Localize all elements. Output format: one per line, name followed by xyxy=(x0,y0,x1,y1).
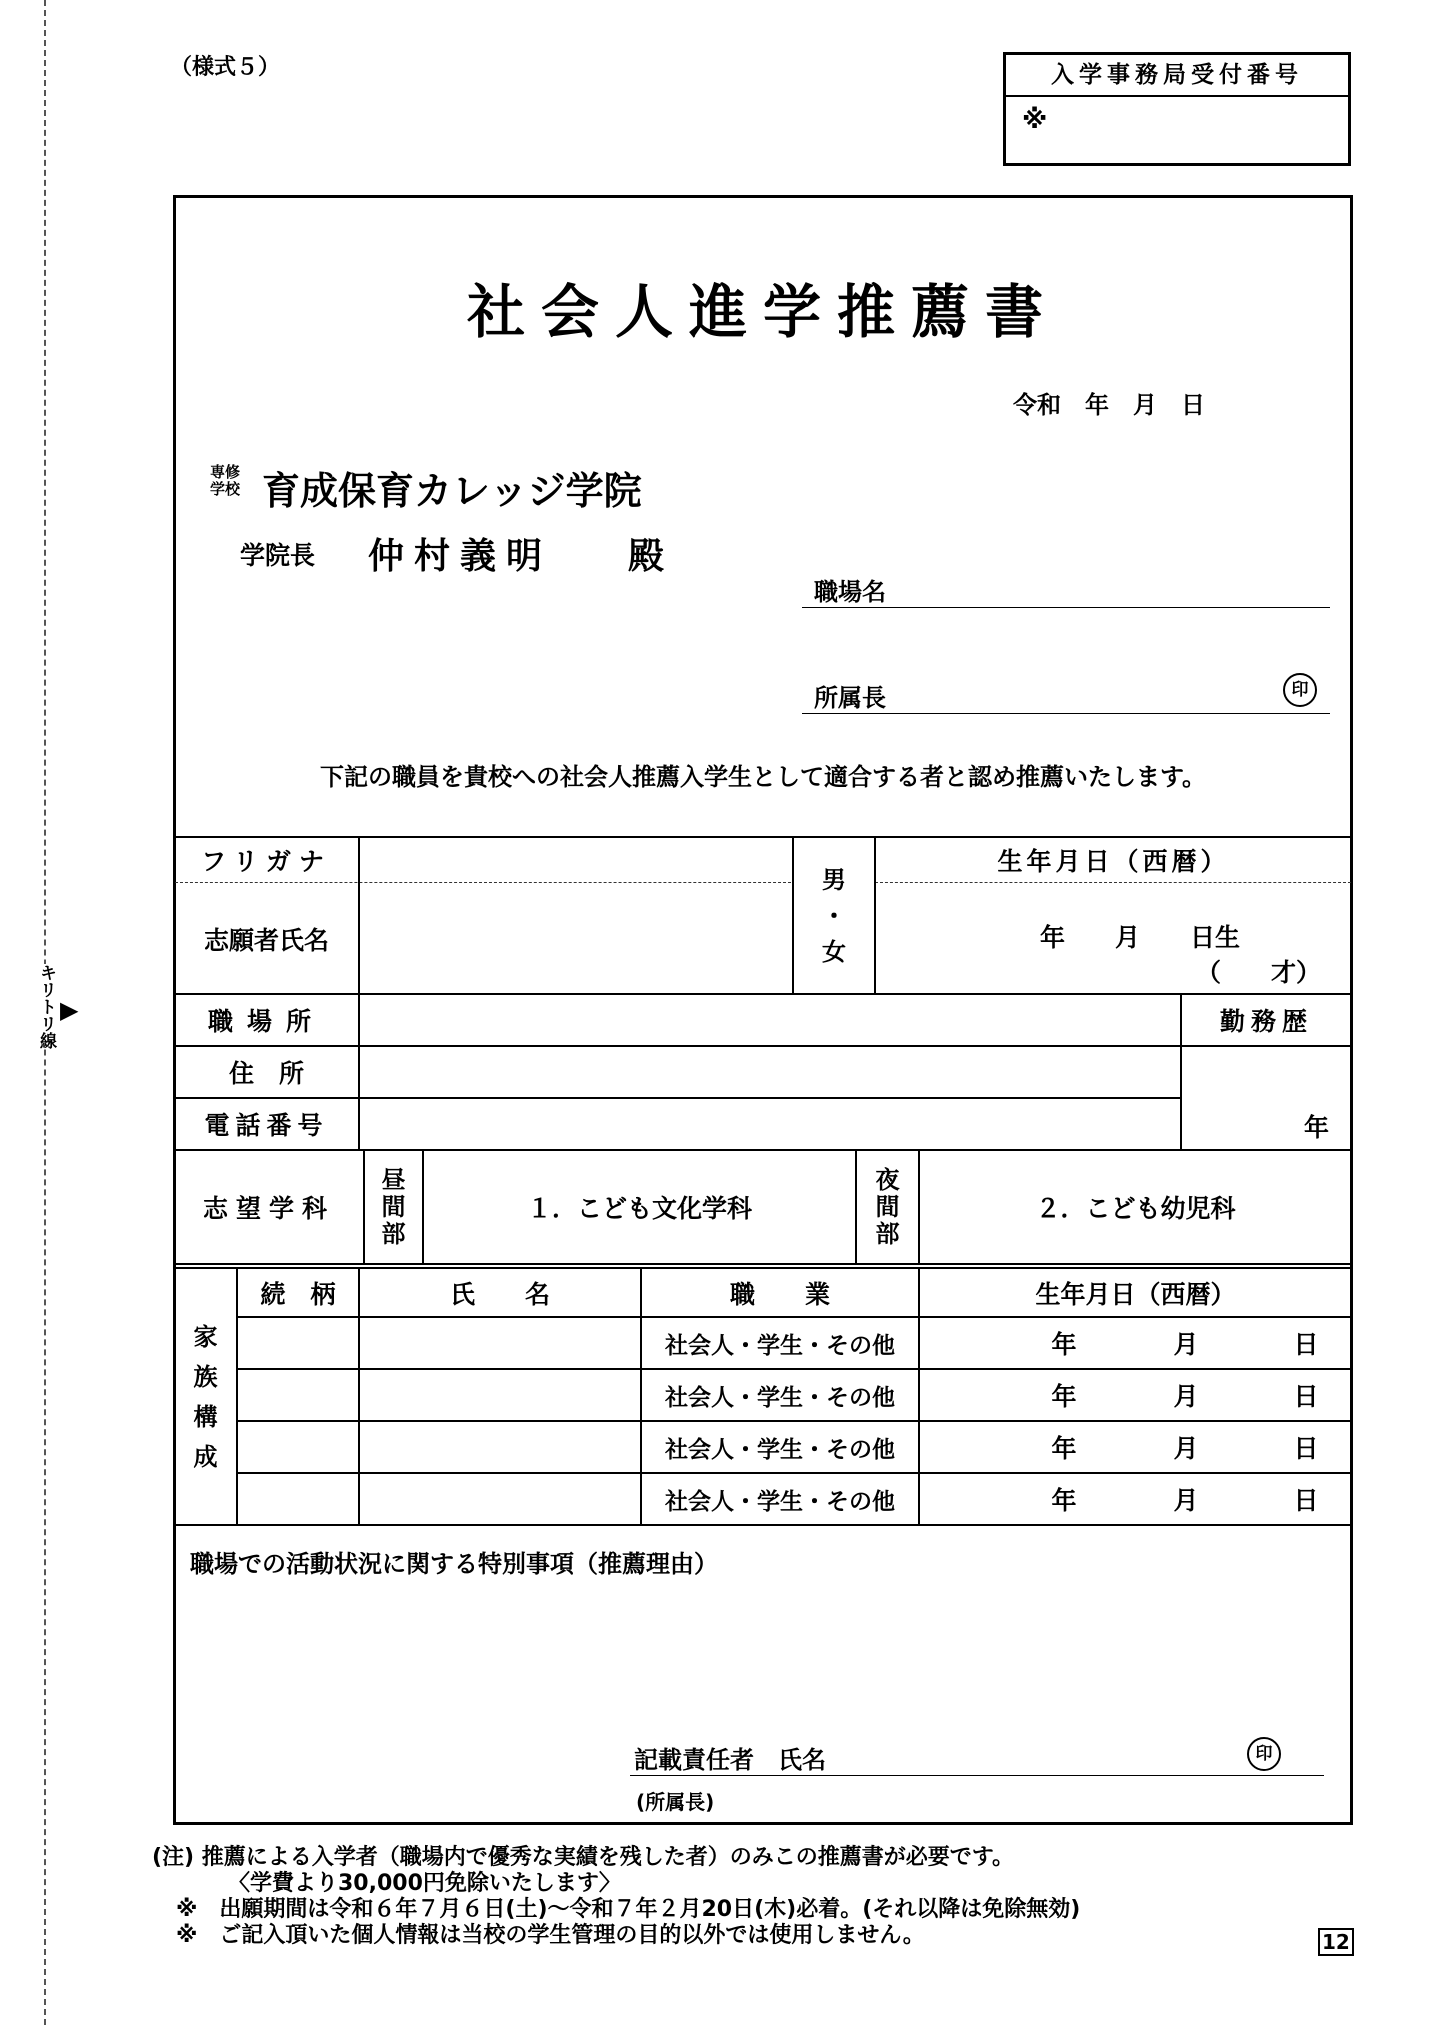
principal-name: 仲村義明 xyxy=(368,535,553,577)
applicant-name-label: 志願者氏名 xyxy=(203,925,329,955)
note-recommendation: (注) 推薦による入学者（職場内で優秀な実績を残した者）のみこの推薦書が必要です。 xyxy=(152,1845,1015,1870)
table-row xyxy=(236,1422,1351,1472)
table-row xyxy=(236,1318,1351,1368)
phone-label: 電話番号 xyxy=(204,1111,329,1140)
birth-day-unit[interactable]: 日 xyxy=(1293,1434,1319,1463)
birth-year-unit[interactable]: 年 xyxy=(1051,1330,1077,1359)
occupation-options[interactable]: 社会人・学生・その他 xyxy=(665,1436,895,1463)
family-birth-header: 生年月日（西暦） xyxy=(1035,1279,1236,1309)
cut-line-label: キリトリ線 xyxy=(36,964,56,1049)
furigana-label: フリガナ xyxy=(201,847,332,876)
family-name-input[interactable] xyxy=(360,1474,640,1524)
name-header: 氏 名 xyxy=(449,1279,550,1309)
occupation-options[interactable]: 社会人・学生・その他 xyxy=(665,1488,895,1515)
responsible-person-label: 記載責任者 氏名 xyxy=(634,1746,826,1774)
day-division-char-2: 間 xyxy=(381,1192,406,1221)
day-division-char-3: 部 xyxy=(381,1219,406,1248)
family-label-char-2: 族 xyxy=(193,1362,218,1391)
age-value[interactable]: （ 才） xyxy=(1196,958,1322,987)
service-years-unit[interactable]: 年 xyxy=(1304,1113,1330,1142)
family-rows xyxy=(236,1318,1351,1524)
cut-arrow-icon: ▶ xyxy=(60,996,79,1024)
night-division-char-3: 部 xyxy=(875,1219,900,1248)
birth-date-header: 生年月日（西暦） xyxy=(997,847,1230,876)
superior-label: 所属長 xyxy=(814,684,886,712)
sex-male-option[interactable]: 男 xyxy=(822,865,846,894)
relation-input[interactable] xyxy=(238,1370,358,1420)
receipt-box-mark: ※ xyxy=(1022,105,1048,135)
birth-month-unit[interactable]: 月 xyxy=(1173,1382,1199,1411)
birth-month-unit[interactable]: 月 xyxy=(1173,1330,1199,1359)
family-name-input[interactable] xyxy=(360,1318,640,1368)
table-row xyxy=(236,1474,1351,1524)
special-notes-input[interactable] xyxy=(190,1580,1330,1730)
relation-input[interactable] xyxy=(238,1318,358,1368)
workplace-address-input[interactable] xyxy=(360,995,1180,1045)
school-prefix-line-2: 学校 xyxy=(210,480,241,498)
page-number: 12 xyxy=(1318,1928,1354,1956)
workplace-name-label: 職場名 xyxy=(814,578,886,606)
note-application-period: ※ 出願期間は令和６年７月６日(土)～令和７年２月20日(木)必着。(それ以降は免除無効) xyxy=(176,1897,1081,1922)
seal-icon: 印 xyxy=(1247,1737,1281,1771)
night-division-char-2: 間 xyxy=(875,1192,900,1221)
course-option-1[interactable]: １．こども文化学科 xyxy=(526,1194,752,1223)
receipt-number-box xyxy=(1003,52,1351,166)
relation-input[interactable] xyxy=(238,1422,358,1472)
birth-year-unit[interactable]: 年 xyxy=(1051,1382,1077,1411)
birth-day-unit[interactable]: 日 xyxy=(1293,1330,1319,1359)
night-division-char-1: 夜 xyxy=(875,1165,900,1194)
birth-year-unit[interactable]: 年 xyxy=(1051,1434,1077,1463)
furigana-input[interactable] xyxy=(360,838,792,882)
family-bottom-line xyxy=(175,1524,1351,1526)
birth-day-unit[interactable]: 日 xyxy=(1293,1382,1319,1411)
sex-selector[interactable] xyxy=(794,838,874,993)
issue-date: 令和 年 月 日 xyxy=(1013,391,1205,419)
birth-date-value[interactable]: 年 月 日生 xyxy=(1040,923,1241,952)
birth-day-unit[interactable]: 日 xyxy=(1293,1486,1319,1515)
night-division-label xyxy=(857,1151,918,1263)
superior-note: (所属長) xyxy=(636,1790,715,1814)
home-address-label: 住 所 xyxy=(228,1059,304,1088)
day-division-char-1: 昼 xyxy=(381,1165,406,1194)
birth-month-unit[interactable]: 月 xyxy=(1173,1486,1199,1515)
form-number: （様式５） xyxy=(170,55,281,80)
seal-icon: 印 xyxy=(1283,673,1317,707)
principal-label: 学院長 xyxy=(240,541,316,570)
applicant-name-input[interactable] xyxy=(360,884,792,993)
day-division-label xyxy=(365,1151,422,1263)
responsible-person-line[interactable] xyxy=(630,1775,1324,1776)
school-name: 育成保育カレッジ学院 xyxy=(262,469,642,513)
note-privacy: ※ ご記入頂いた個人情報は当校の学生管理の目的以外では使用しません。 xyxy=(176,1923,925,1948)
desired-course-label: 志望学科 xyxy=(202,1194,335,1223)
family-label-char-3: 構 xyxy=(193,1402,218,1431)
occupation-options[interactable]: 社会人・学生・その他 xyxy=(665,1332,895,1359)
birth-year-unit[interactable]: 年 xyxy=(1051,1486,1077,1515)
occupation-header: 職 業 xyxy=(729,1279,830,1309)
course-bottom-line xyxy=(175,1263,1351,1265)
relation-input[interactable] xyxy=(238,1474,358,1524)
relation-header: 続 柄 xyxy=(260,1279,336,1309)
school-prefix-line-1: 専修 xyxy=(210,463,241,481)
superior-line[interactable] xyxy=(802,713,1330,714)
service-history-label: 勤務歴 xyxy=(1219,1007,1313,1036)
receipt-box-title: 入学事務局受付番号 xyxy=(1006,55,1348,97)
sex-separator: ・ xyxy=(822,901,846,930)
family-label xyxy=(175,1269,236,1524)
recommendation-statement: 下記の職員を貴校への社会人推薦入学生として適合する者と認め推薦いたします。 xyxy=(319,763,1207,791)
workplace-address-label: 職場所 xyxy=(207,1007,325,1036)
occupation-options[interactable]: 社会人・学生・その他 xyxy=(665,1384,895,1411)
family-label-char-4: 成 xyxy=(193,1442,218,1471)
family-name-input[interactable] xyxy=(360,1422,640,1472)
birth-header-divider xyxy=(875,882,1351,883)
family-label-char-1: 家 xyxy=(193,1322,218,1351)
course-option-2[interactable]: ２．こども幼児科 xyxy=(1035,1194,1236,1223)
special-notes-title: 職場での活動状況に関する特別事項（推薦理由） xyxy=(190,1550,718,1578)
school-type-prefix xyxy=(210,464,240,498)
page-title: 社会人進学推薦書 xyxy=(466,278,1059,346)
workplace-name-line[interactable] xyxy=(802,607,1330,608)
furigana-divider xyxy=(175,882,791,883)
birth-month-unit[interactable]: 月 xyxy=(1173,1434,1199,1463)
home-address-input[interactable] xyxy=(360,1047,1180,1097)
table-row xyxy=(236,1370,1351,1420)
sex-female-option[interactable]: 女 xyxy=(822,937,846,966)
phone-input[interactable] xyxy=(360,1099,1180,1149)
note-tuition-waiver: 〈学費より30,000円免除いたします〉 xyxy=(228,1871,621,1896)
honorific: 殿 xyxy=(628,535,665,577)
family-name-input[interactable] xyxy=(360,1370,640,1420)
